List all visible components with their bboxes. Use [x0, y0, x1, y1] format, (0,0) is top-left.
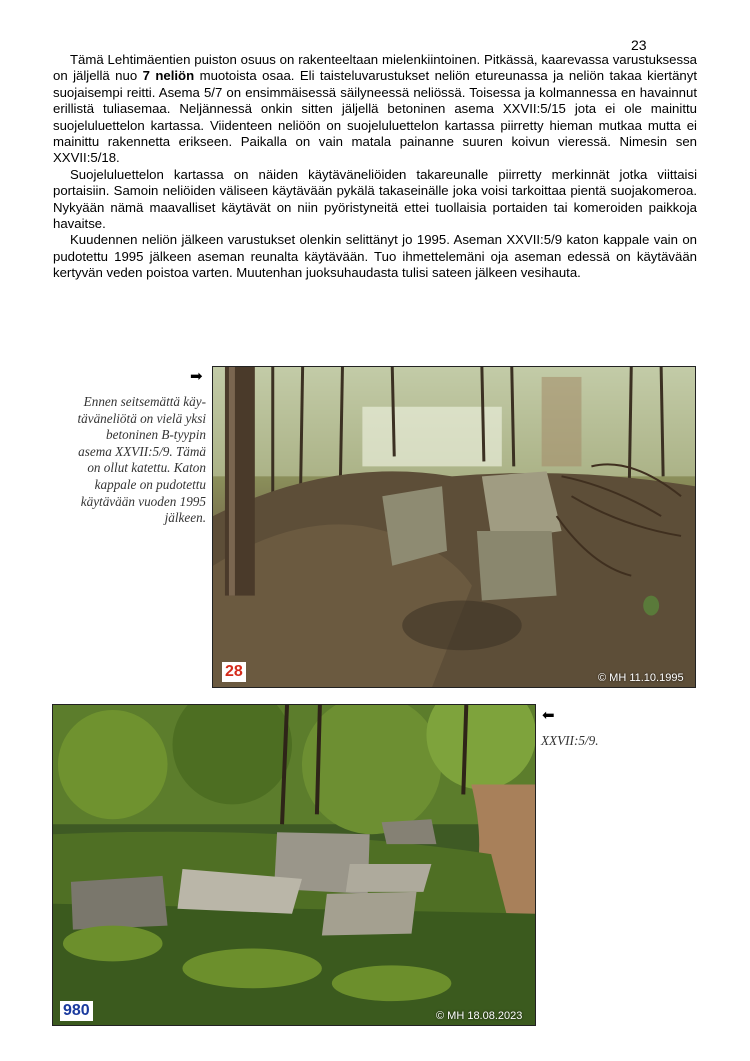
page-number: 23: [631, 37, 647, 53]
arrow-left-icon: ⬅: [542, 706, 555, 724]
caption-line: käytävään vuoden 1995: [80, 493, 206, 509]
body-paragraph: [53, 232, 697, 281]
bold-text: 7 neliön: [142, 68, 195, 84]
photo-credit-2023: © MH 18.08.2023: [436, 1010, 523, 1022]
figure-bottom-caption: XXVII:5/9.: [541, 733, 599, 748]
photo-bunker-1995: [212, 366, 696, 688]
paragraph-text: Kuudennen neliön jälkeen varustukset olenkin selittänyt jo 1995. Aseman XXVII:5/9 katon kappale vain on pudotettu 1995 jälkeen aseman reunalta käytävään. Tuo ihmettelemäni oja aseman edessä on käytävään kertyvän veden poistoa varten. Muutenhan juoksuhaudasta tulisi sateen jälkeen vesihauta.: [53, 232, 697, 281]
caption-line: täväneliötä on vielä yksi: [77, 410, 206, 426]
caption-line: jälkeen.: [164, 510, 206, 526]
caption-line: on ollut katettu. Katon: [87, 460, 206, 476]
paragraph-text: Tämä Lehtimäentien puiston osuus on rakenteeltaan mielenkiintoinen. Pitkässä, kaarevassa varustuksessa on jäljellä nuo: [53, 52, 697, 84]
body-text: [53, 52, 697, 282]
paragraph-text: muotoista osaa. Eli taisteluvarustukset neliön etureunassa ja neliön takaa kiertänyt suojaisempi reitti. Asema 5/7 on ensimmäisessä säilyneessä neliössä. Toisessa ja kolmannessa en havainnut erillistä tuliasemaa. Neljännessä onkin sitten jäljellä betoninen asema XXVII:5/15 jota ei ole mainittu suojeluluettelon kartassa. Viidenteen neliöön on suojeluluettelon kartassa piirretty hieman mutkaa mutta ei mainittu rakennetta erikseen. Paikalla on vain matala painanne suuren koivun vieressä. Nimesin sen XXVII:5/18.: [53, 68, 697, 166]
figure-top-caption: [54, 394, 206, 527]
body-paragraph: [53, 167, 697, 233]
photo-number-28: 28: [222, 662, 246, 682]
arrow-right-icon: ➡: [190, 367, 203, 385]
photo-credit-1995: © MH 11.10.1995: [598, 672, 684, 684]
paragraph-text: Suojeluluettelon kartassa on näiden käytäväneliöiden takareunalle piirretty merkinnät jotka viittaisi portaisiin. Samoin neliöiden väliseen käytävään pykälä takaseinälle joka voisi tarkoittaa pientä suojakomeroa. Nykyään nämä maavalliset käytävät on niin pyöristyneitä ettei tuollaisia portaiden tai komeroiden paikkoja havaitse.: [53, 166, 697, 232]
photo-bunker-2023: [52, 704, 536, 1026]
caption-line: asema XXVII:5/9. Tämä: [78, 443, 206, 459]
photo-number-980: 980: [60, 1001, 93, 1021]
caption-line: betoninen B-tyypin: [106, 427, 206, 443]
caption-line: Ennen seitsemättä käy-: [83, 394, 206, 409]
body-paragraph: [53, 52, 697, 167]
caption-line: kappale on pudotettu: [94, 476, 206, 492]
